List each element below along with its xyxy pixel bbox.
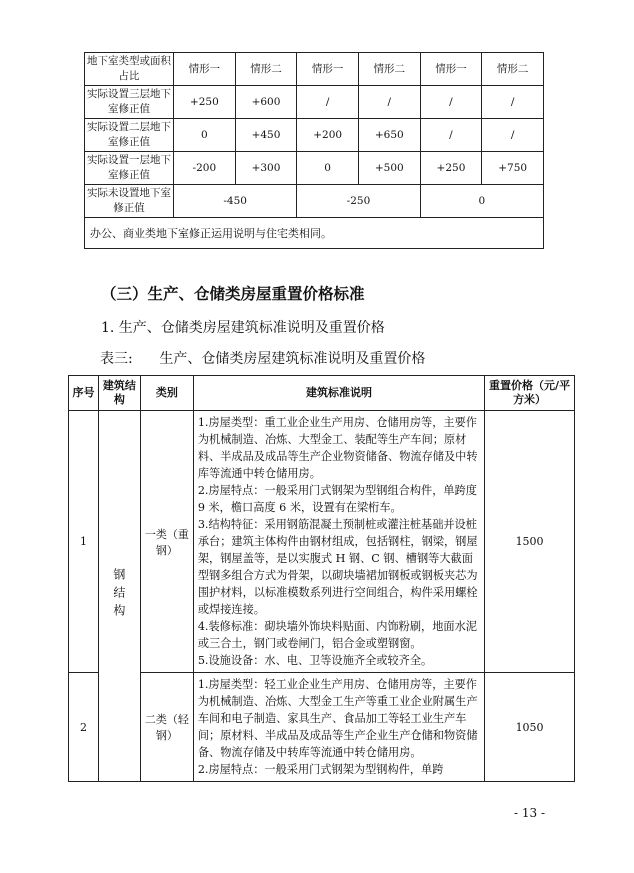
row-label: 实际设置一层地下室修正值 [85, 152, 174, 185]
sub-heading: 1. 生产、仓储类房屋建筑标准说明及重置价格 [101, 320, 385, 336]
structure-cell [98, 411, 140, 782]
header-cell: 情形一 [297, 53, 359, 86]
table-cell: 0 [174, 119, 236, 152]
table-note: 办公、商业类地下室修正运用说明与住宅类相同。 [85, 218, 544, 249]
table-cell: +450 [235, 119, 297, 152]
desc-line: 2.房屋特点：一般采用门式钢架为型钢构件，单跨 [197, 763, 444, 776]
desc-line: 3.结构特征：采用钢筋混凝土预制桩或灌注桩基础并设桩承台；建筑主体构件由钢材组成，包括钢柱，钢梁，钢屋架，钢屋盖等，是以实腹式 H 钢、C 钢、槽钢等大截面型钢多组合方式为骨架，以砌块墙裙加钢板或钢板夹芯为围护材料，以标准模数系列进行空间组合，构件采用螺栓或焊接连接。 [197, 518, 478, 616]
table-row [85, 86, 544, 119]
row-no: 1 [69, 411, 99, 673]
header-category: 类别 [140, 376, 193, 411]
page-number: - 13 - [514, 806, 546, 820]
table-cell: / [358, 86, 420, 119]
header-price: 重置价格（元/平方米） [485, 376, 575, 411]
row-label: 实际未设置地下室修正值 [85, 185, 174, 218]
table-cell: -200 [174, 152, 236, 185]
basement-header-label: 地下室类型或面积占比 [85, 53, 174, 86]
basement-correction-table [84, 52, 544, 249]
header-cell: 情形一 [174, 53, 236, 86]
row-description [193, 673, 484, 782]
header-cell: 情形二 [358, 53, 420, 86]
header-desc: 建筑标准说明 [193, 376, 484, 411]
table-row [85, 119, 544, 152]
desc-line: 4.装修标准：砌块墙外饰块料贴面、内饰粉刷，地面水泥或三合土，钢门或卷闸门，铝合金或塑钢窗。 [197, 620, 477, 650]
structure-label: 钢结构 [111, 567, 126, 622]
header-cell: 情形二 [235, 53, 297, 86]
table-cell: -250 [297, 185, 420, 218]
table-cell: -450 [174, 185, 297, 218]
row-description [193, 411, 484, 673]
desc-line: 1.房屋类型：轻工业企业生产用房、仓储用房等，主要作为机械制造、冶炼、大型金工生产等重工业企业附属生产车间和电子制造、家具生产、食品加工等轻工业生产车间；原材料、半成品及成品等生产企业生产仓储和物资储备、物流存储及中转库等流通中转仓储用房。 [197, 678, 478, 759]
row-category: 二类（轻钢） [140, 673, 193, 782]
table-row [85, 152, 544, 185]
desc-line: 2.房屋特点：一般采用门式钢架为型钢组合构件，单跨度 9 米，檐口高度 6 米，设置有在梁桁车。 [197, 484, 477, 514]
table-caption: 表三: 生产、仓储类房屋建筑标准说明及重置价格 [100, 351, 426, 367]
table-cell: +200 [297, 119, 359, 152]
table-row [69, 411, 575, 673]
table-cell: / [482, 86, 544, 119]
price-standard-table [68, 375, 575, 782]
table-cell: +600 [235, 86, 297, 119]
table-cell: / [482, 119, 544, 152]
table-cell: / [297, 86, 359, 119]
table-row [69, 673, 575, 782]
row-category: 一类（重钢） [140, 411, 193, 673]
desc-line: 1.房屋类型：重工业企业生产用房、仓储用房等，主要作为机械制造、冶炼、大型金工、装配等生产车间；原材料、半成品及成品等生产企业物资储备、物流存储及中转库等流通中转仓储用房。 [197, 416, 478, 480]
table-cell: +250 [174, 86, 236, 119]
section-heading: （三）生产、仓储类房屋重置价格标准 [101, 285, 365, 303]
table-cell: / [420, 119, 482, 152]
row-label: 实际设置二层地下室修正值 [85, 119, 174, 152]
table-cell: +750 [482, 152, 544, 185]
table-cell: 0 [420, 185, 543, 218]
row-no: 2 [69, 673, 99, 782]
table-cell: +250 [420, 152, 482, 185]
header-cell: 情形二 [482, 53, 544, 86]
header-no: 序号 [69, 376, 99, 411]
row-label: 实际设置三层地下室修正值 [85, 86, 174, 119]
desc-line: 5.设施设备：水、电、卫等设施齐全或较齐全。 [197, 654, 433, 667]
row-price: 1500 [485, 411, 575, 673]
table-header-row [69, 376, 575, 411]
table-cell: / [420, 86, 482, 119]
table-cell: +300 [235, 152, 297, 185]
table-row [85, 185, 544, 218]
table-cell: +500 [358, 152, 420, 185]
row-price: 1050 [485, 673, 575, 782]
header-cell: 情形一 [420, 53, 482, 86]
table-cell: +650 [358, 119, 420, 152]
header-structure: 建筑结构 [98, 376, 140, 411]
table-cell: 0 [297, 152, 359, 185]
